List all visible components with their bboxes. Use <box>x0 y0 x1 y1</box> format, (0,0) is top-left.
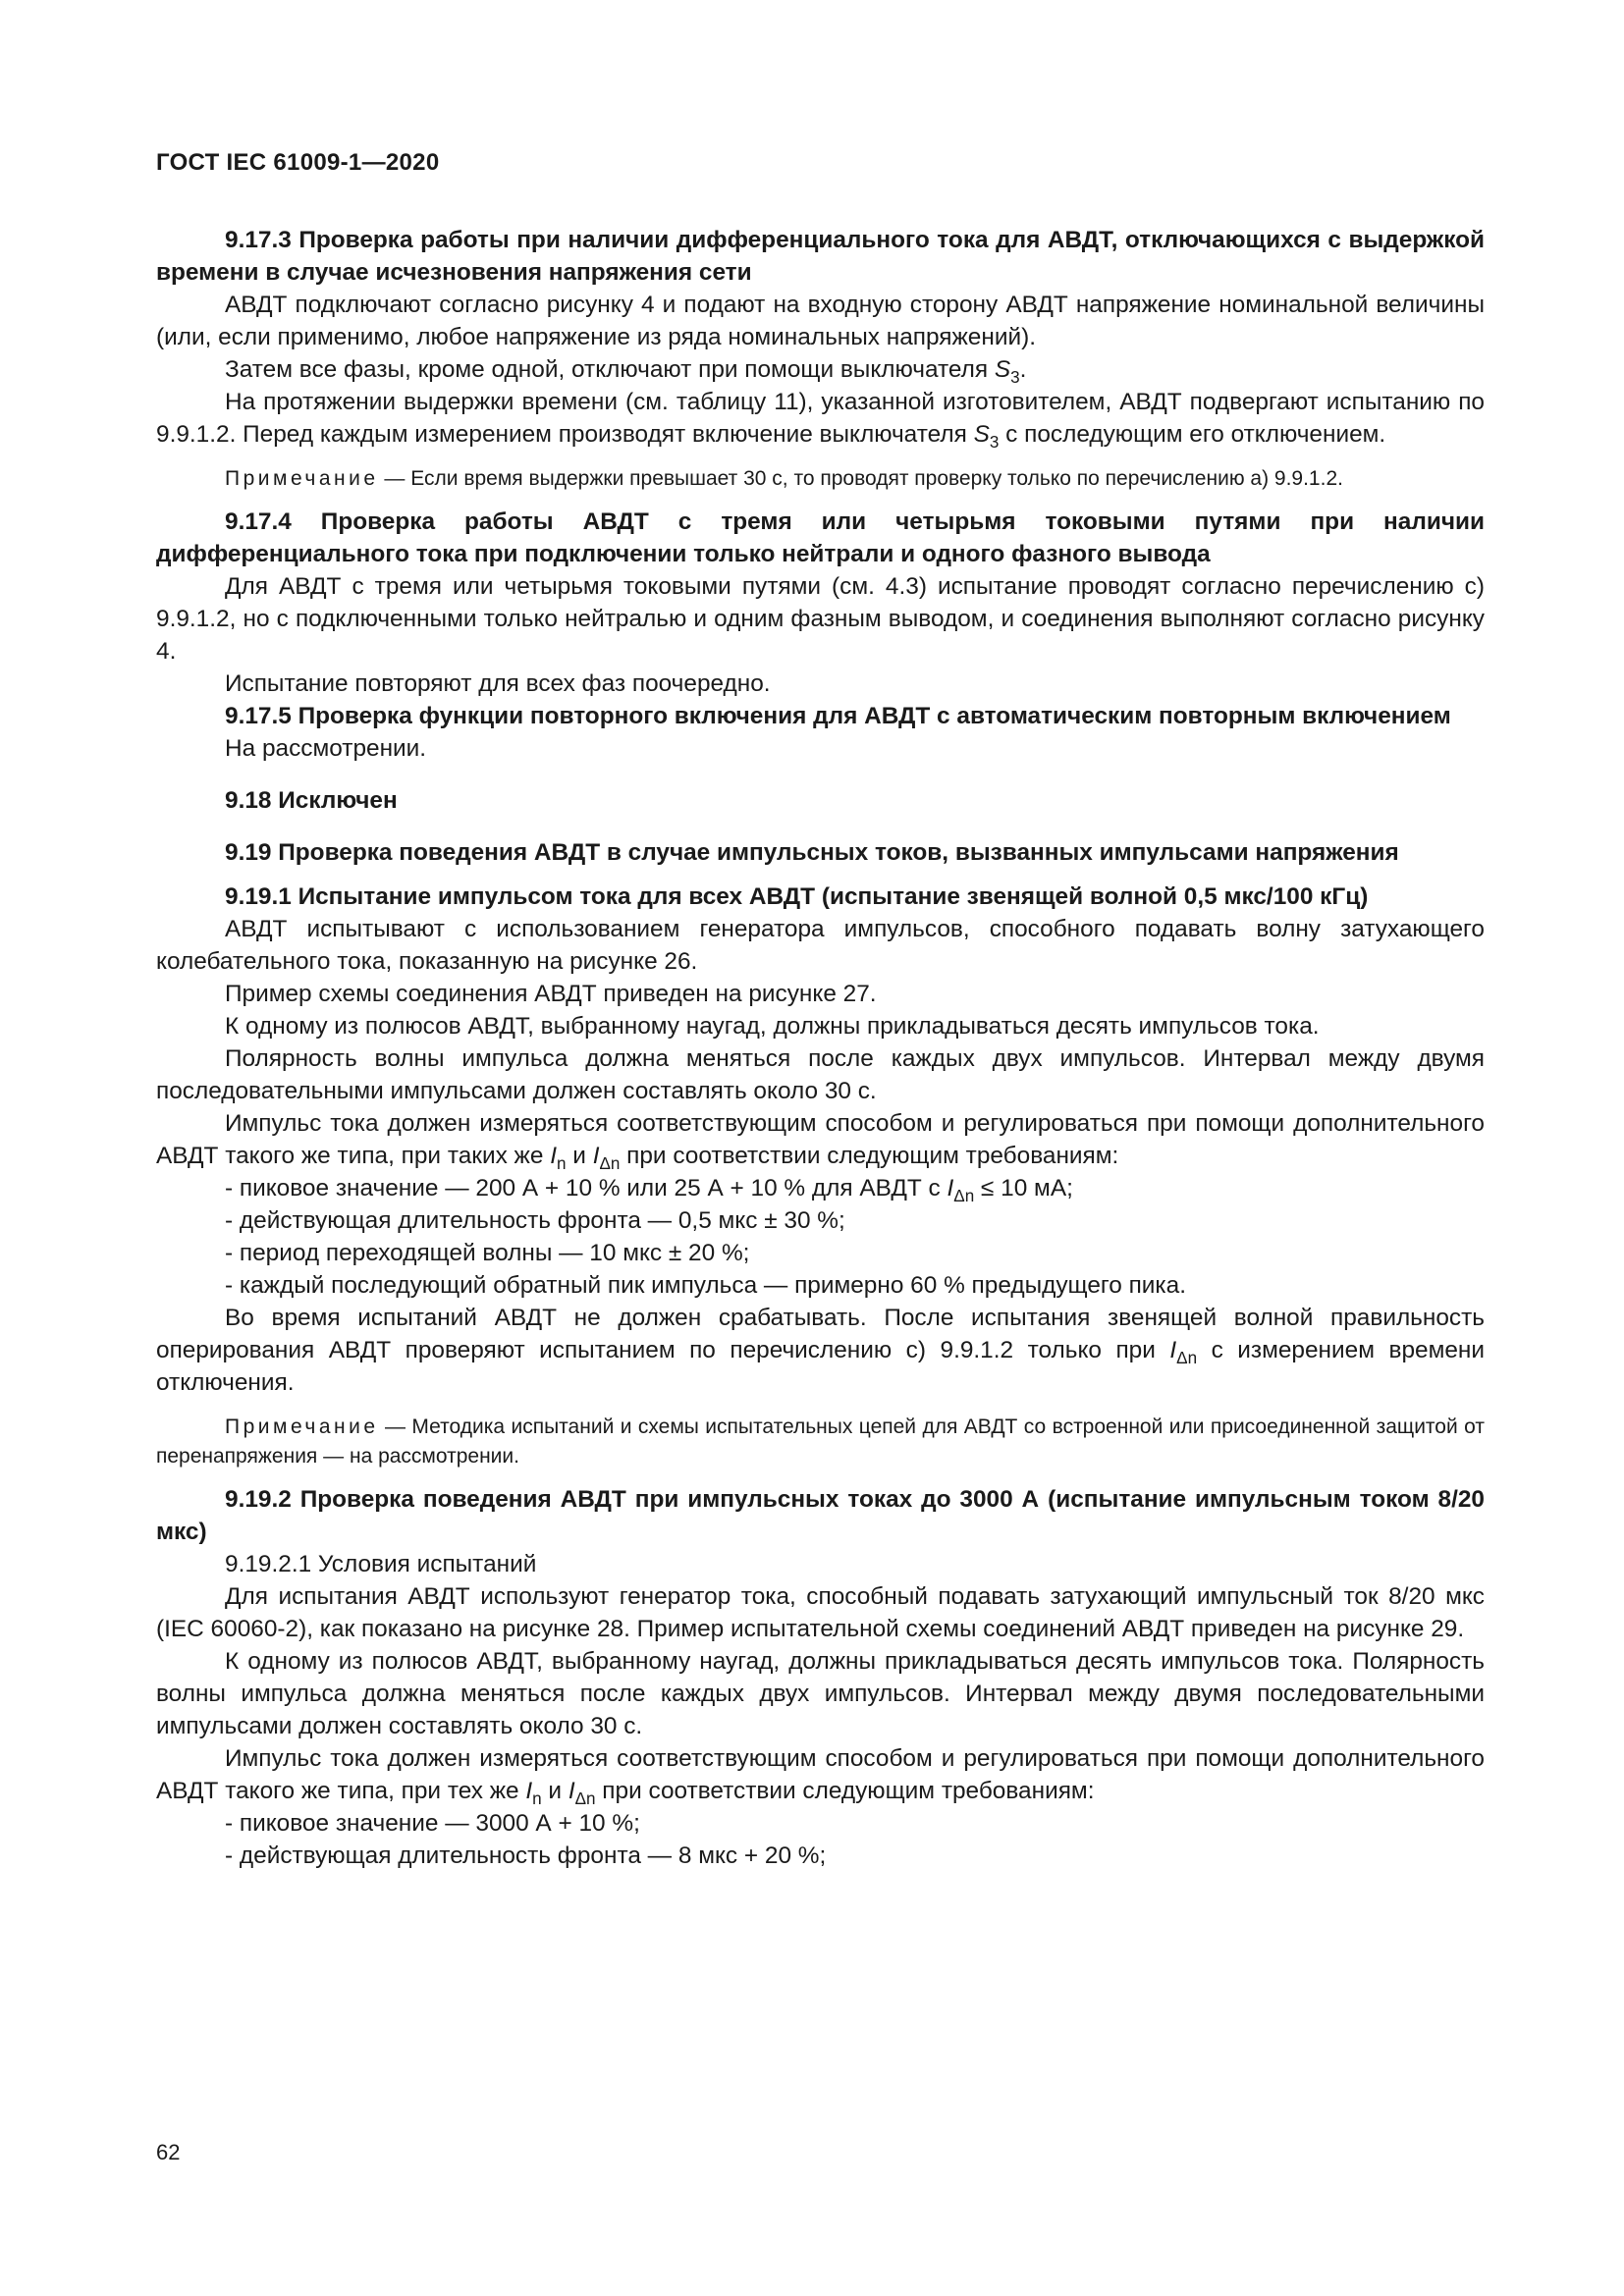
list-item: - пиковое значение — 200 А + 10 % или 25 А + 10 % для АВДТ с $I_{\Delta n} \le 10$ мА; <box>225 1175 1073 1205</box>
list-item: - действующая длительность фронта — 0,5 мкс ± 30 %; <box>225 1207 845 1234</box>
section-heading-9-19: 9.19 Проверка поведения АВДТ в случае импульсных токов, вызванных импульсами напряжения <box>225 839 1399 866</box>
paragraph: Затем все фазы, кроме одной, отключают при помощи выключателя $S_3$. <box>225 356 1027 387</box>
section-heading-9-17-3: 9.17.3 Проверка работы при наличии дифференциального тока для АВДТ, отключающихся с выдержкой времени в случае исчезновения напряжения сети <box>156 227 1485 286</box>
paragraph: Импульс тока должен измеряться соответствующим способом и регулироваться при помощи дополнительного АВДТ такого же типа, при тех же $I_n$ и $I_{\Delta n}$ при соответствии следующим требованиям: <box>156 1745 1485 1808</box>
note-label: Примечание <box>225 467 379 490</box>
paragraph: Во время испытаний АВДТ не должен срабатывать. После испытания звенящей волной правильность оперирования АВДТ проверяют испытанием по перечислению с) 9.9.1.2 только при $I_{\Delta n}$ с измерением времени отключения. <box>156 1305 1485 1396</box>
section-heading-9-17-5: 9.17.5 Проверка функции повторного включения для АВДТ с автоматическим повторным включением <box>225 703 1451 729</box>
note: Примечание — Если время выдержки превышает 30 с, то проводят проверку только по перечислению а) 9.9.1.2. <box>225 467 1343 490</box>
note: Примечание — Методика испытаний и схемы испытательных цепей для АВДТ со встроенной или присоединенной защитой от перенапряжения — на рассмотрении. <box>156 1415 1485 1468</box>
paragraph: Для АВДТ с тремя или четырьмя токовыми путями (см. 4.3) испытание проводят согласно перечислению с) 9.9.1.2, но с подключенными только нейтралью и одним фазным выводом, и соединения выполняют согласно рисунку 4. <box>156 573 1485 665</box>
paragraph: К одному из полюсов АВДТ, выбранному наугад, должны прикладываться десять импульсов тока. <box>225 1013 1320 1040</box>
paragraph: Импульс тока должен измеряться соответствующим способом и регулироваться при помощи дополнительного АВДТ такого же типа, при таких же $I_n$ и $I_{\Delta n}$ при соответствии следующим требованиям: <box>156 1110 1485 1173</box>
section-heading-9-18: 9.18 Исключен <box>225 787 398 814</box>
paragraph: АВДТ подключают согласно рисунку 4 и подают на входную сторону АВДТ напряжение номинальной величины (или, если применимо, любое напряжение из ряда номинальных напряжений). <box>156 292 1485 350</box>
list-item: - пиковое значение — 3000 А + 10 %; <box>225 1810 640 1837</box>
paragraph: На протяжении выдержки времени (см. таблицу 11), указанной изготовителем, АВДТ подвергают испытанию по 9.9.1.2. Перед каждым измерением производят включение выключателя $S_3$ с последующим его отключением. <box>156 389 1485 452</box>
paragraph: На рассмотрении. <box>225 735 427 762</box>
section-heading-9-19-2: 9.19.2 Проверка поведения АВДТ при импульсных токах до 3000 А (испытание импульсным током 8/20 мкс) <box>156 1486 1485 1545</box>
section-heading-9-17-4: 9.17.4 Проверка работы АВДТ с тремя или четырьмя токовыми путями при наличии дифференциального тока при подключении только нейтрали и одного фазного вывода <box>156 508 1485 567</box>
page-number: 62 <box>156 2140 181 2164</box>
note-label: Примечание <box>225 1415 379 1438</box>
paragraph: К одному из полюсов АВДТ, выбранному наугад, должны прикладываться десять импульсов тока. Полярность волны импульса должна меняться после каждых двух импульсов. Интервал между двумя последовательными импульсами должен составлять около 30 с. <box>156 1648 1485 1739</box>
document-header: ГОСТ IEC 61009-1—2020 <box>156 149 440 176</box>
list-item: - период переходящей волны — 10 мкс ± 20 %; <box>225 1240 750 1266</box>
section-heading-9-19-1: 9.19.1 Испытание импульсом тока для всех АВДТ (испытание звенящей волной 0,5 мкс/100 кГц) <box>225 883 1369 910</box>
subsection-title: 9.19.2.1 Условия испытаний <box>225 1551 537 1577</box>
paragraph: Испытание повторяют для всех фаз поочередно. <box>225 670 771 697</box>
document-body <box>156 224 1485 1872</box>
list-item: - каждый последующий обратный пик импульса — примерно 60 % предыдущего пика. <box>225 1272 1186 1299</box>
paragraph: Пример схемы соединения АВДТ приведен на рисунке 27. <box>225 981 877 1007</box>
paragraph: АВДТ испытывают с использованием генератора импульсов, способного подавать волну затухающего колебательного тока, показанную на рисунке 26. <box>156 916 1485 975</box>
list-item: - действующая длительность фронта — 8 мкс + 20 %; <box>225 1842 827 1869</box>
paragraph: Полярность волны импульса должна меняться после каждых двух импульсов. Интервал между двумя последовательными импульсами должен составлять около 30 с. <box>156 1045 1485 1104</box>
paragraph: Для испытания АВДТ используют генератор тока, способный подавать затухающий импульсный ток 8/20 мкс (IEC 60060-2), как показано на рисунке 28. Пример испытательной схемы соединений АВДТ приведен на рисунке 29. <box>156 1583 1485 1642</box>
